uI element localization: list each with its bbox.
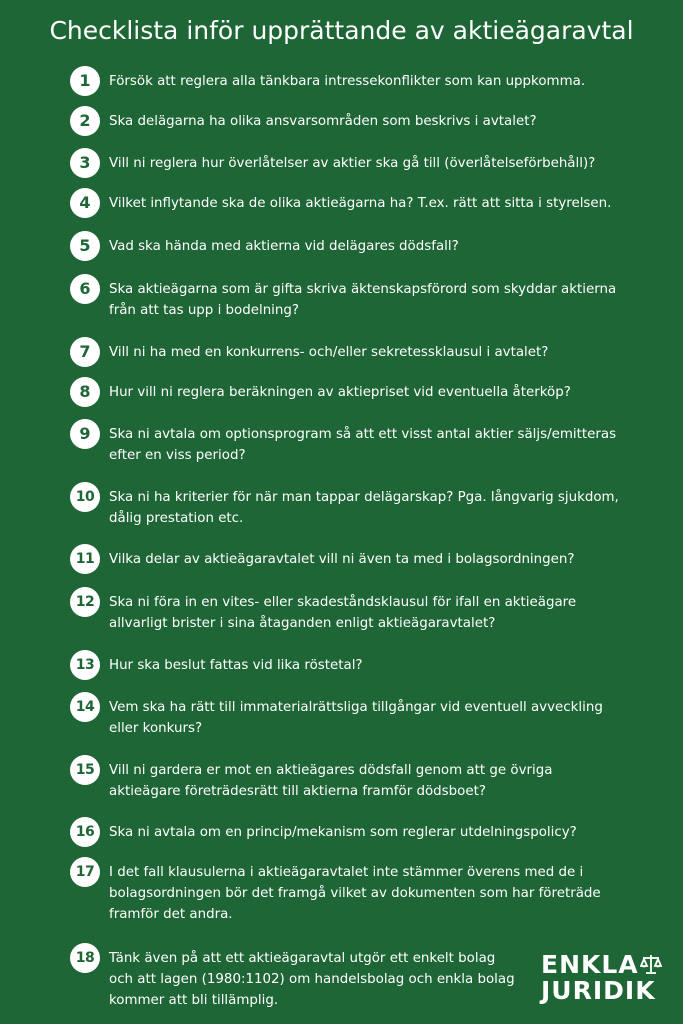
item-text <box>109 760 629 802</box>
item-text <box>109 71 629 92</box>
item-text-line: Vem ska ha rätt till immaterialrättsliga tillgångar vid eventuell avveckling <box>109 700 603 715</box>
item-text-line: dålig prestation etc. <box>109 511 244 526</box>
item-number-badge: 17 <box>70 857 100 887</box>
item-text-line: Vilket inflytande ska de olika aktieägarna ha? T.ex. rätt att sitta i styrelsen. <box>109 196 612 211</box>
item-text <box>109 193 629 214</box>
item-text-line: kommer att bli tillämplig. <box>109 993 279 1008</box>
item-text-line: Hur vill ni reglera beräkningen av aktiepriset vid eventuella återköp? <box>109 385 571 400</box>
item-text <box>109 382 629 403</box>
item-text-line: bolagsordningen bör det framgå vilket av dokumenten som har företräde <box>109 886 601 901</box>
item-number-badge: 14 <box>70 692 100 722</box>
item-text-line: I det fall klausulerna i aktieägaravtalet inte stämmer överens med de i <box>109 865 584 880</box>
item-text-line: eller konkurs? <box>109 721 203 736</box>
item-text-line: Ska aktieägarna som är gifta skriva äktenskapsförord som skyddar aktierna <box>109 282 617 297</box>
item-text-line: Vad ska hända med aktierna vid delägares dödsfall? <box>109 239 459 254</box>
item-text-line: Tänk även på att ett aktieägaravtal utgör ett enkelt bolag <box>109 951 496 966</box>
item-text <box>109 424 629 466</box>
item-number-badge: 13 <box>70 650 100 680</box>
logo-line-1: ENKLA <box>541 950 639 979</box>
item-number-badge: 6 <box>70 274 100 304</box>
item-text <box>109 279 629 321</box>
item-number-badge: 11 <box>70 544 100 574</box>
item-text <box>109 655 629 676</box>
item-number-badge: 7 <box>70 337 100 367</box>
item-text-line: Ska ni avtala om en princip/mekanism som reglerar utdelningspolicy? <box>109 825 577 840</box>
item-text <box>109 592 629 634</box>
item-number-badge: 3 <box>70 148 100 178</box>
item-number-badge: 15 <box>70 755 100 785</box>
item-number-badge: 18 <box>70 943 100 973</box>
item-text-line: allvarligt brister i sina åtaganden enligt aktieägaravtalet? <box>109 616 496 631</box>
item-text <box>109 153 629 174</box>
item-text-line: Försök att reglera alla tänkbara intressekonflikter som kan uppkomma. <box>109 74 586 89</box>
item-number-badge: 9 <box>70 419 100 449</box>
item-text-line: Ska ni avtala om optionsprogram så att ett visst antal aktier säljs/emitteras <box>109 427 617 442</box>
item-text <box>109 862 629 925</box>
item-text-line: och att lagen (1980:1102) om handelsbolag och enkla bolag <box>109 972 515 987</box>
item-number-badge: 1 <box>70 66 100 96</box>
item-number-badge: 4 <box>70 188 100 218</box>
item-text <box>109 549 629 570</box>
item-number-badge: 5 <box>70 231 100 261</box>
logo-line-2: JURIDIK <box>541 976 656 1005</box>
item-text-line: efter en viss period? <box>109 448 246 463</box>
item-text-line: från att tas upp i bodelning? <box>109 303 299 318</box>
item-text-line: Vill ni ha med en konkurrens- och/eller sekretessklausul i avtalet? <box>109 345 549 360</box>
item-text <box>109 697 629 739</box>
item-text-line: aktieägare företrädesrätt till aktierna framför dödsboet? <box>109 784 486 799</box>
item-text-line: Ska ni ha kriterier för när man tappar delägarskap? Pga. långvarig sjukdom, <box>109 490 619 505</box>
item-number-badge: 10 <box>70 482 100 512</box>
item-number-badge: 16 <box>70 817 100 847</box>
item-text-line: framför det andra. <box>109 907 233 922</box>
item-text <box>109 487 629 529</box>
item-text <box>109 111 629 132</box>
enkla-juridik-logo <box>541 952 666 1004</box>
item-number-badge: 2 <box>70 106 100 136</box>
item-text <box>109 822 629 843</box>
item-text <box>109 342 629 363</box>
item-text-line: Ska ni föra in en vites- eller skadeståndsklausul för ifall en aktieägare <box>109 595 577 610</box>
page-title: Checklista inför upprättande av aktieägaravtal <box>49 16 634 45</box>
item-text-line: Hur ska beslut fattas vid lika röstetal? <box>109 658 363 673</box>
item-text-line: Vill ni gardera er mot en aktieägares dödsfall genom att ge övriga <box>109 763 553 778</box>
item-number-badge: 12 <box>70 587 100 617</box>
item-text-line: Vill ni reglera hur överlåtelser av aktier ska gå till (överlåtelseförbehåll)? <box>109 156 596 171</box>
item-number-badge: 8 <box>70 377 100 407</box>
item-text <box>109 236 629 257</box>
item-text-line: Vilka delar av aktieägaravtalet vill ni även ta med i bolagsordningen? <box>109 552 575 567</box>
item-text-line: Ska delägarna ha olika ansvarsområden som beskrivs i avtalet? <box>109 114 537 129</box>
